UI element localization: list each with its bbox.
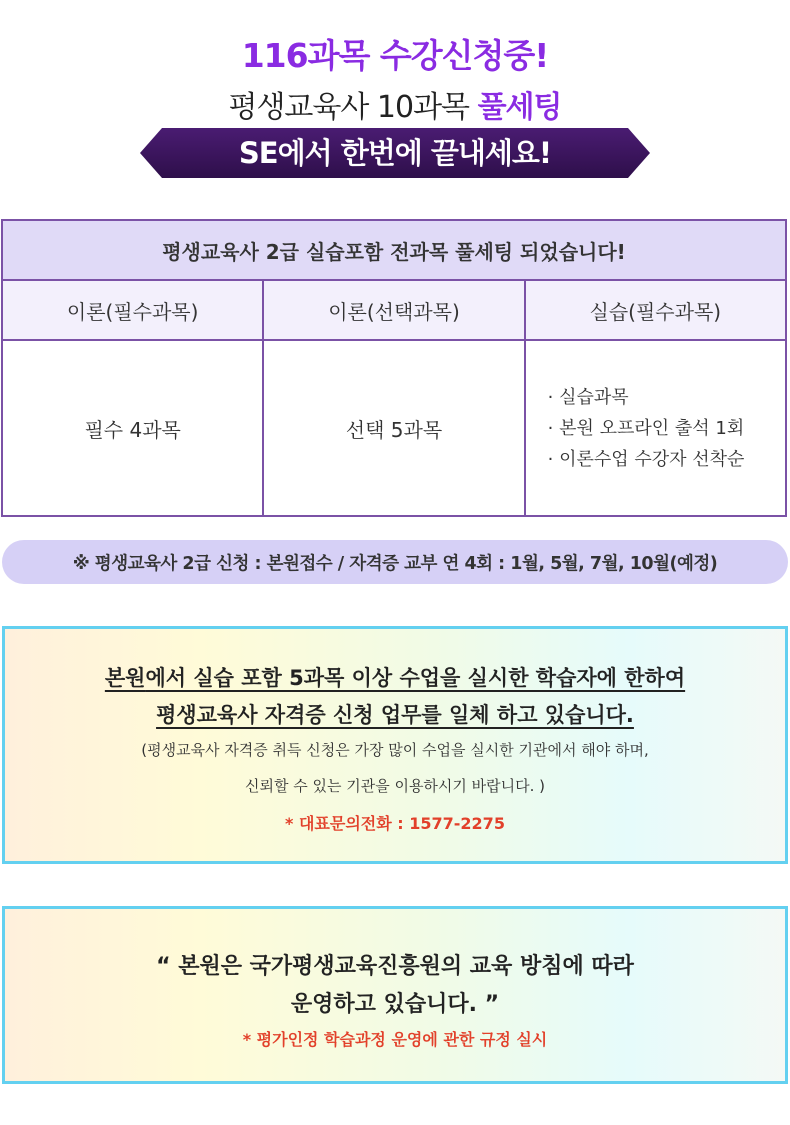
table-row xyxy=(3,341,785,515)
column-header-elective-theory: 이론(선택과목) xyxy=(264,281,525,339)
underlined-text: 본원 xyxy=(104,666,146,690)
certification-line-2-text: 평생교육사 자격증 신청 업무를 일체 하고 있습니다. xyxy=(156,703,634,727)
practice-item: · 실습과목 xyxy=(548,382,785,413)
practice-item: · 이론수업 수강자 선착순 xyxy=(548,444,785,475)
column-header-practice: 실습(필수과목) xyxy=(589,299,722,324)
certification-line-2 xyxy=(5,699,785,729)
hero-subheadline xyxy=(0,82,790,126)
policy-quote-line-2: 운영하고 있습니다. ” xyxy=(290,992,500,1017)
hero-subheadline-highlight: 풀세팅 xyxy=(477,90,562,125)
info-box-certification xyxy=(2,626,788,864)
practice-item: · 본원 오프라인 출석 1회 xyxy=(548,413,785,444)
certification-note-2: 신뢰할 수 있는 기관을 이용하시기 바랍니다. ) xyxy=(244,777,546,795)
hero-subheadline-text: 평생교육사 10과목 xyxy=(228,90,478,125)
info-box-policy xyxy=(2,906,788,1084)
application-notice: ※ 평생교육사 2급 신청 : 본원접수 / 자격증 교부 연 4회 : 1월, 5월, 7월, 10월(예정) xyxy=(2,540,788,584)
practice-list xyxy=(526,382,785,475)
hero-headline: 116과목 수강신청중! xyxy=(241,36,549,75)
certification-note-1: (평생교육사 자격증 취득 신청은 가장 많이 수업을 실시한 기관에서 해야 하며, xyxy=(141,741,649,759)
certification-line-1-text: 에서 실습 포함 5과목 이상 수업을 실시한 학습자에 한하여 xyxy=(145,666,686,690)
policy-quote-line-1: “ 본원은 국가평생교육진흥원의 교육 방침에 따라 xyxy=(156,954,634,979)
hero-banner xyxy=(140,128,650,178)
table-header: 평생교육사 2급 실습포함 전과목 풀세팅 되었습니다! xyxy=(3,221,785,281)
course-table xyxy=(1,219,787,517)
certification-line-1 xyxy=(5,662,785,692)
cell-practice-details xyxy=(526,341,785,515)
banner-text: SE에서 한번에 끝내세요! xyxy=(238,136,552,170)
cell-elective-count: 선택 5과목 xyxy=(264,341,525,515)
cell-required-count: 필수 4과목 xyxy=(3,341,264,515)
contact-phone: * 대표문의전화 : 1577-2275 xyxy=(285,814,505,833)
column-header-required-theory: 이론(필수과목) xyxy=(3,281,264,339)
policy-note: * 평가인정 학습과정 운영에 관한 규정 실시 xyxy=(242,1030,548,1049)
table-column-headers xyxy=(3,281,785,341)
